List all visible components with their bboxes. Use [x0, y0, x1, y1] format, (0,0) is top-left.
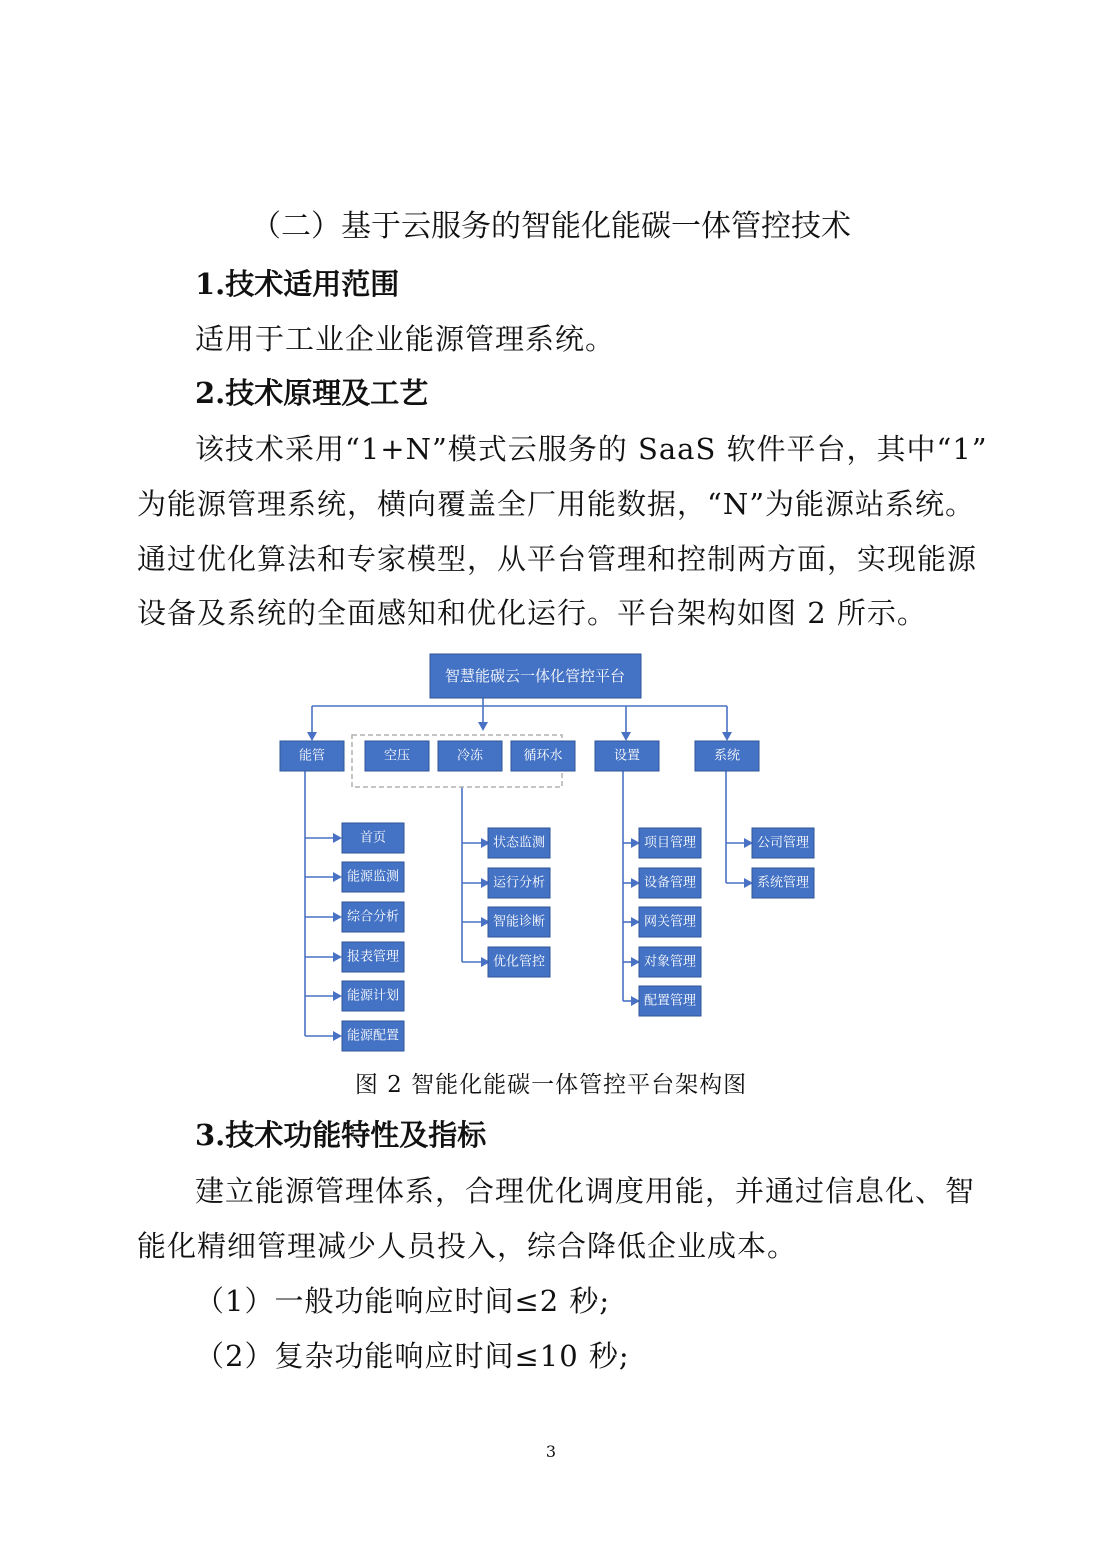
node-shebei-guanli [639, 868, 701, 898]
node-zhineng-zhenduan [488, 907, 550, 937]
indicator-item-1: （1）一般功能响应时间≤2 秒; [195, 1284, 611, 1318]
section-title: （二）基于云服务的智能化能碳一体管控技术 [251, 209, 851, 244]
node-xitong-guanli [752, 868, 814, 898]
node-nengyuan-peizhi [342, 1021, 404, 1051]
node-duixiang-guanli [639, 947, 701, 977]
node-shouye-label: 首页 [359, 830, 387, 846]
node-zonghe-fenxi [342, 902, 404, 932]
node-nengguan-label: 能管 [298, 748, 326, 764]
node-nengyuan-jiance [342, 862, 404, 892]
node-root-label: 智慧能碳云一体化管控平台 [444, 667, 626, 685]
node-shezhi-label: 设置 [613, 748, 641, 764]
node-nengyuan-peizhi-label: 能源配置 [346, 1028, 400, 1044]
heading-scope: 1.技术适用范围 [195, 267, 400, 301]
node-shezhi [595, 741, 659, 771]
node-youhua-guankong-label: 优化管控 [492, 954, 546, 970]
node-zhineng-zhenduan-label: 智能诊断 [492, 914, 546, 930]
paragraph-principle-line4: 设备及系统的全面感知和优化运行。平台架构如图 2 所示。 [137, 596, 927, 630]
node-zhuangtai-jiance-label: 状态监测 [492, 835, 546, 851]
node-yunxing-fenxi-label: 运行分析 [492, 875, 546, 891]
node-xitong-label: 系统 [713, 748, 741, 764]
node-baobiao-guanli-label: 报表管理 [346, 949, 400, 965]
node-baobiao-guanli [342, 942, 404, 972]
node-nengguan [280, 741, 344, 771]
node-yunxing-fenxi [488, 868, 550, 898]
node-nengyuan-jihua-label: 能源计划 [346, 988, 400, 1004]
node-root [430, 654, 641, 698]
node-nengyuan-jiance-label: 能源监测 [346, 869, 400, 885]
node-zhuangtai-jiance [488, 828, 550, 858]
node-shebei-guanli-label: 设备管理 [643, 875, 697, 891]
node-xiangmu-guanli [639, 828, 701, 858]
node-wangguan-guanli-label: 网关管理 [643, 914, 697, 930]
node-xunhuanshui [511, 741, 575, 771]
heading-features: 3.技术功能特性及指标 [195, 1118, 487, 1152]
node-kongya [365, 741, 429, 771]
node-peizhi-guanli-label: 配置管理 [643, 993, 697, 1009]
heading-principle: 2.技术原理及工艺 [195, 376, 429, 410]
figure-caption: 图 2 智能化能碳一体管控平台架构图 [354, 1072, 748, 1098]
node-xitong-guanli-label: 系统管理 [756, 875, 810, 891]
paragraph-features-line2: 能化精细管理减少人员投入，综合降低企业成本。 [137, 1229, 798, 1263]
page-number: 3 [545, 1442, 557, 1461]
node-wangguan-guanli [639, 907, 701, 937]
paragraph-principle-line1: 该技术采用“1+N”模式云服务的 SaaS 软件平台，其中“1” [195, 432, 988, 466]
node-lengdong-label: 冷冻 [456, 748, 484, 764]
indicator-item-2: （2）复杂功能响应时间≤10 秒; [195, 1339, 630, 1373]
paragraph-features-line1: 建立能源管理体系，合理优化调度用能，并通过信息化、智 [195, 1174, 976, 1208]
node-lengdong [438, 741, 502, 771]
node-nengyuan-jihua [342, 981, 404, 1011]
node-peizhi-guanli [639, 986, 701, 1016]
paragraph-principle-line2: 为能源管理系统，横向覆盖全厂用能数据，“N”为能源站系统。 [137, 487, 976, 521]
node-youhua-guankong [488, 947, 550, 977]
node-gongsi-guanli [752, 828, 814, 858]
paragraph-principle-line3: 通过优化算法和专家模型，从平台管理和控制两方面，实现能源 [137, 542, 978, 576]
node-shouye [342, 823, 404, 853]
architecture-diagram [270, 648, 830, 1058]
node-xitong [695, 741, 759, 771]
node-xiangmu-guanli-label: 项目管理 [643, 835, 697, 851]
node-xunhuanshui-label: 循环水 [523, 748, 563, 764]
node-zonghe-fenxi-label: 综合分析 [346, 909, 400, 925]
paragraph-scope: 适用于工业企业能源管理系统。 [195, 322, 616, 356]
node-gongsi-guanli-label: 公司管理 [756, 835, 810, 851]
node-duixiang-guanli-label: 对象管理 [643, 954, 697, 970]
node-kongya-label: 空压 [383, 748, 411, 764]
